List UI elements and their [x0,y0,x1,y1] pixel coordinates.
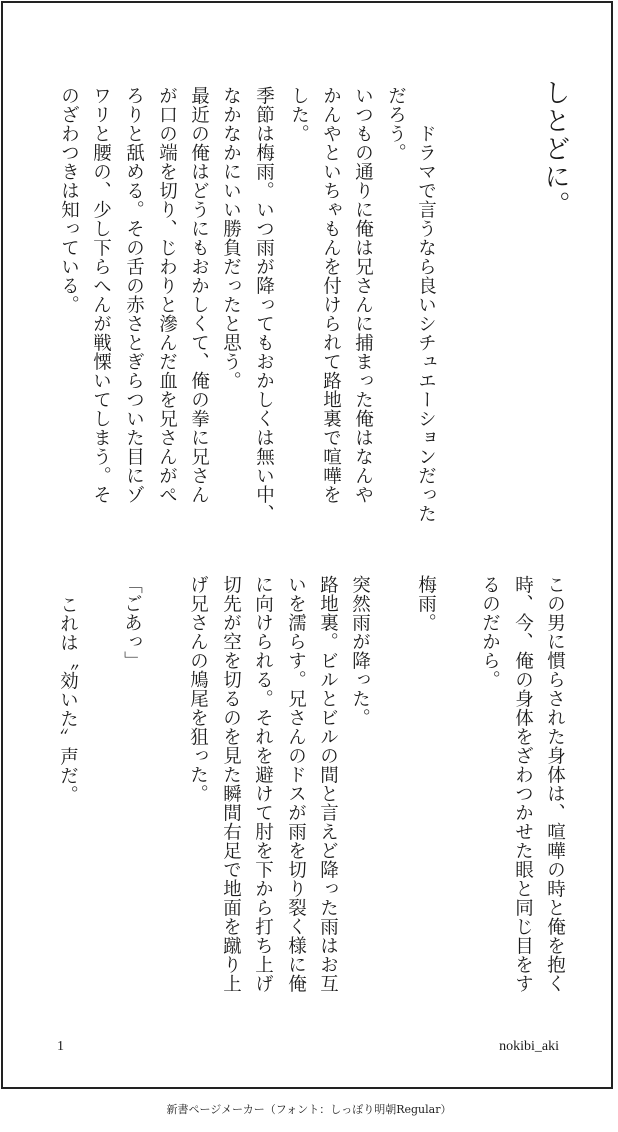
story-title: しとどに。 [540,79,570,219]
upper-column: 季節は梅雨。いつ雨が降ってもおかしくは無い中、 [253,86,275,523]
upper-column: ワリと腰の、少し下らへんが戦慄いてしまう。そ [90,86,112,504]
lower-column: に向けられる。それを避けて肘を下から打ち上げ [252,575,274,993]
lower-column: 時、今、俺の身体をざわつかせた眼と同じ目をす [512,575,534,993]
lower-column: るのだから。 [479,575,501,689]
lower-column: 路地裏。ビルとビルの間と言えど降った雨はお互 [317,575,339,993]
upper-column: ろりと舐める。その舌の赤さとぎらついた目にゾ [123,86,145,504]
upper-column: だろう。 [385,86,407,162]
lower-column: この男に慣らされた身体は、喧嘩の時と俺を抱く [544,575,566,993]
lower-column: 梅雨。 [415,575,437,632]
upper-column: なかなかにいい勝負だったと思う。 [220,86,242,390]
lower-column: 切先が空を切るのを見た瞬間右足で地面を蹴り上 [220,575,242,993]
lower-column: 突然雨が降った。 [349,575,371,727]
upper-column: 最近の俺はどうにもおかしくて、俺の拳に兄さん [188,86,210,504]
lower-column: 「ごあっ」 [121,575,143,670]
author-name: nokibi_aki [499,1039,559,1054]
upper-column: ドラマで言うなら良いシチュエーションだった [415,105,437,523]
footer-caption: 新書ページメーカー（フォント：しっぽり明朝Regular） [166,1103,452,1116]
page-number: 1 [57,1039,64,1054]
upper-column: が口の端を切り、じわりと滲んだ血を兄さんがぺ [156,86,178,504]
lower-column: これは〝効いた〟声だ。 [57,595,79,804]
lower-column: げ兄さんの鳩尾を狙った。 [187,575,209,803]
upper-column: いつもの通りに俺は兄さんに捕まった俺はなんや [352,86,374,504]
book-page [1,1,613,1089]
lower-column: いを濡らす。兄さんのドスが雨を切り裂く様に俺 [285,575,307,993]
upper-column: のざわつきは知っている。 [58,86,80,314]
upper-column: した。 [288,86,310,143]
upper-column: かんやといちゃもんを付けられて路地裏で喧嘩を [320,86,342,504]
